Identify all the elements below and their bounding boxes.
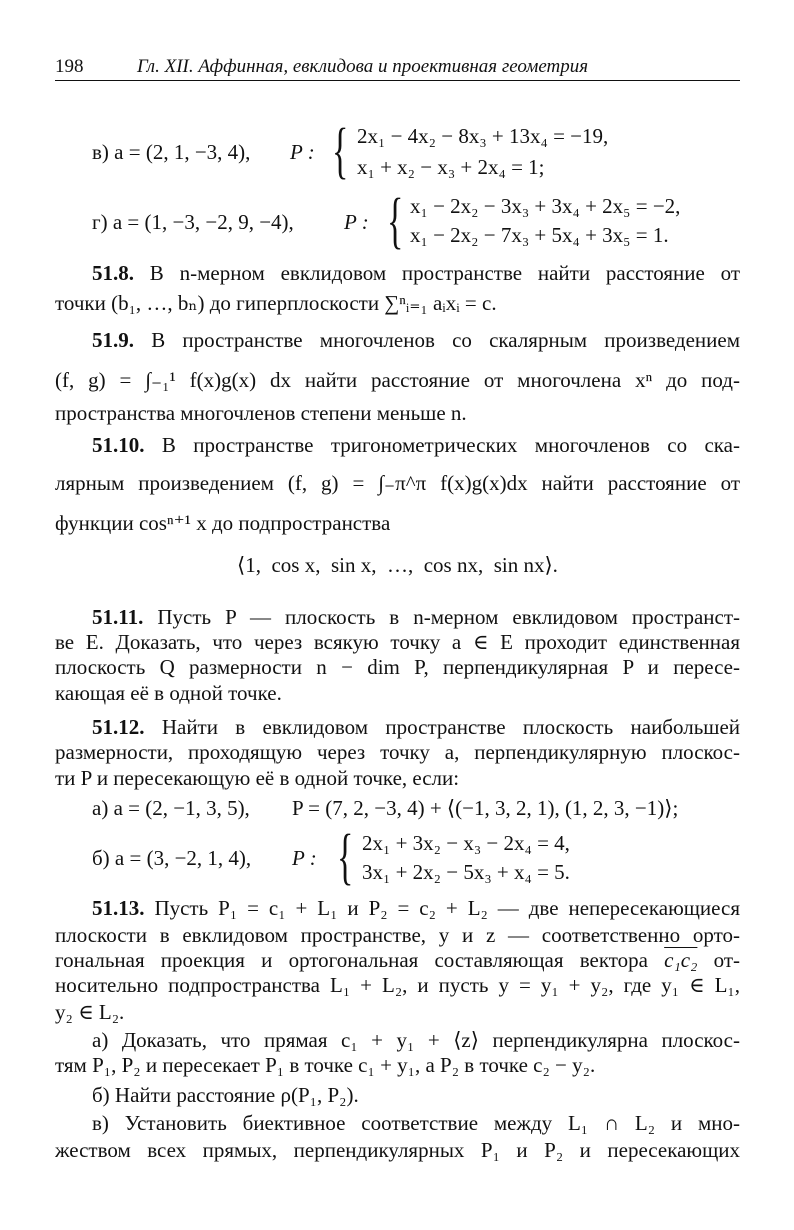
problem-51-12-line: ти P и пересекающую её в одной точке, если: <box>55 766 460 790</box>
problem-51-10-line: лярным произведением (f, g) = ∫₋π^π f(x)g(x)dx найти расстояние от <box>55 471 740 495</box>
problem-51-13-line: плоскости в евклидовом пространстве, y и z — соответственно орто- <box>55 923 740 947</box>
text: гональная проекция и ортогональная составляющая вектора <box>55 948 665 972</box>
system-g <box>92 187 732 255</box>
equation: x₁ − 2x₂ − 3x₃ + 3x₄ + 2x₅ = −2, <box>410 194 681 218</box>
problem-51-8-line <box>92 260 740 286</box>
problem-51-11-line: кающая её в одной точке. <box>55 681 282 705</box>
brace-icon: { <box>387 187 404 255</box>
problem-51-9-line: (f, g) = ∫₋₁¹ f(x)g(x) dx найти расстояние от многочлена xⁿ до под- <box>55 368 740 392</box>
plane-label: P : <box>344 210 369 234</box>
problem-number: 51.13. <box>92 896 145 920</box>
text: от- <box>697 948 740 972</box>
equation: 2x₁ + 3x₂ − x₃ − 2x₄ = 4, <box>362 831 570 855</box>
problem-51-10-line: функции cosⁿ⁺¹ x до подпространства <box>55 511 391 535</box>
plane-label: P : <box>290 140 315 164</box>
problem-51-10-line <box>92 432 740 458</box>
plane-label: P : <box>292 846 317 870</box>
problem-51-13-line: носительно подпространства L₁ + L₂, и пусть y = y₁ + y₂, где y₁ ∈ L₁, <box>55 973 740 997</box>
brace-icon: { <box>332 117 349 185</box>
problem-51-9-line <box>92 327 740 353</box>
item-label: б) a = (3, −2, 1, 4), <box>92 846 252 870</box>
text: Найти в евклидовом пространстве плоскость наибольшей <box>144 715 740 739</box>
text: В пространстве многочленов со скалярным произведением <box>134 328 740 352</box>
system-51-12-b <box>92 823 732 891</box>
vector-c1c2: c₁c₂ <box>664 948 698 972</box>
equation: 2x₁ − 4x₂ − 8x₃ + 13x₄ = −19, <box>357 124 609 148</box>
item-label: г) a = (1, −3, −2, 9, −4), <box>92 210 294 234</box>
problem-51-12-line: размерности, проходящую через точку a, перпендикулярную плоскос- <box>55 740 740 764</box>
equation: 3x₁ + 2x₂ − 5x₃ + x₄ = 5. <box>362 860 570 884</box>
problem-number: 51.9. <box>92 328 134 352</box>
equation: x₁ + x₂ − x₃ + 2x₄ = 1; <box>357 155 545 179</box>
problem-number: 51.8. <box>92 261 134 285</box>
equation: x₁ − 2x₂ − 7x₃ + 5x₄ + 3x₅ = 1. <box>410 223 669 247</box>
brace-icon: { <box>337 823 354 891</box>
problem-51-11-line <box>92 604 740 630</box>
problem-number: 51.12. <box>92 715 145 739</box>
page-number: 198 <box>55 56 84 77</box>
problem-51-11-line: плоскость Q размерности n − dim P, перпендикулярная P и пересе- <box>55 655 740 679</box>
problem-51-9-line: пространства многочленов степени меньше n. <box>55 401 467 425</box>
problem-51-12-a <box>92 795 740 821</box>
system-v <box>92 117 732 185</box>
problem-number: 51.11. <box>92 605 144 629</box>
text: Пусть P₁ = c₁ + L₁ и P₂ = c₂ + L₂ — две непересекающиеся <box>144 896 740 920</box>
problem-number: 51.10. <box>92 433 145 457</box>
problem-51-13-line <box>55 947 740 973</box>
problem-51-11-line: ве E. Доказать, что через всякую точку a ∈ E проходит единственная <box>55 630 740 654</box>
item-label: в) a = (2, 1, −3, 4), <box>92 140 251 164</box>
item-label: а) a = (2, −1, 3, 5), <box>92 796 250 820</box>
problem-51-8-line: точки (b₁, …, bₙ) до гиперплоскости ∑ⁿᵢ₌₁ aᵢxᵢ = c. <box>55 291 497 315</box>
problem-51-13-line <box>92 895 740 921</box>
running-title: Гл. XII. Аффинная, евклидова и проективная геометрия <box>137 56 589 77</box>
page-header <box>55 55 740 79</box>
header-rule <box>55 80 740 81</box>
plane-definition: P = (7, 2, −3, 4) + ⟨(−1, 3, 2, 1), (1, 2, 3, −1)⟩; <box>292 796 679 820</box>
problem-51-13-part: тям P₁, P₂ и пересекает P₁ в точке c₁ + y₁, а P₂ в точке c₂ − y₂. <box>55 1053 596 1077</box>
problem-51-13-line: y₂ ∈ L₂. <box>55 1000 125 1024</box>
text: В пространстве тригонометрических многочленов со ска- <box>144 433 740 457</box>
problem-51-13-part: а) Доказать, что прямая c₁ + y₁ + ⟨z⟩ перпендикулярна плоскос- <box>92 1028 740 1052</box>
subspace-formula: ⟨1, cos x, sin x, …, cos nx, sin nx⟩. <box>237 553 558 577</box>
problem-51-12-line <box>92 714 740 740</box>
problem-51-13-part: в) Установить биективное соответствие между L₁ ∩ L₂ и мно- <box>92 1111 740 1135</box>
problem-51-13-part: жеством всех прямых, перпендикулярных P₁ и P₂ и пересекающих <box>55 1138 740 1162</box>
text: Пусть P — плоскость в n-мерном евклидовом пространст- <box>143 605 740 629</box>
problem-51-13-part: б) Найти расстояние ρ(P₁, P₂). <box>92 1083 359 1107</box>
text: В n-мерном евклидовом пространстве найти расстояние от <box>134 261 740 285</box>
